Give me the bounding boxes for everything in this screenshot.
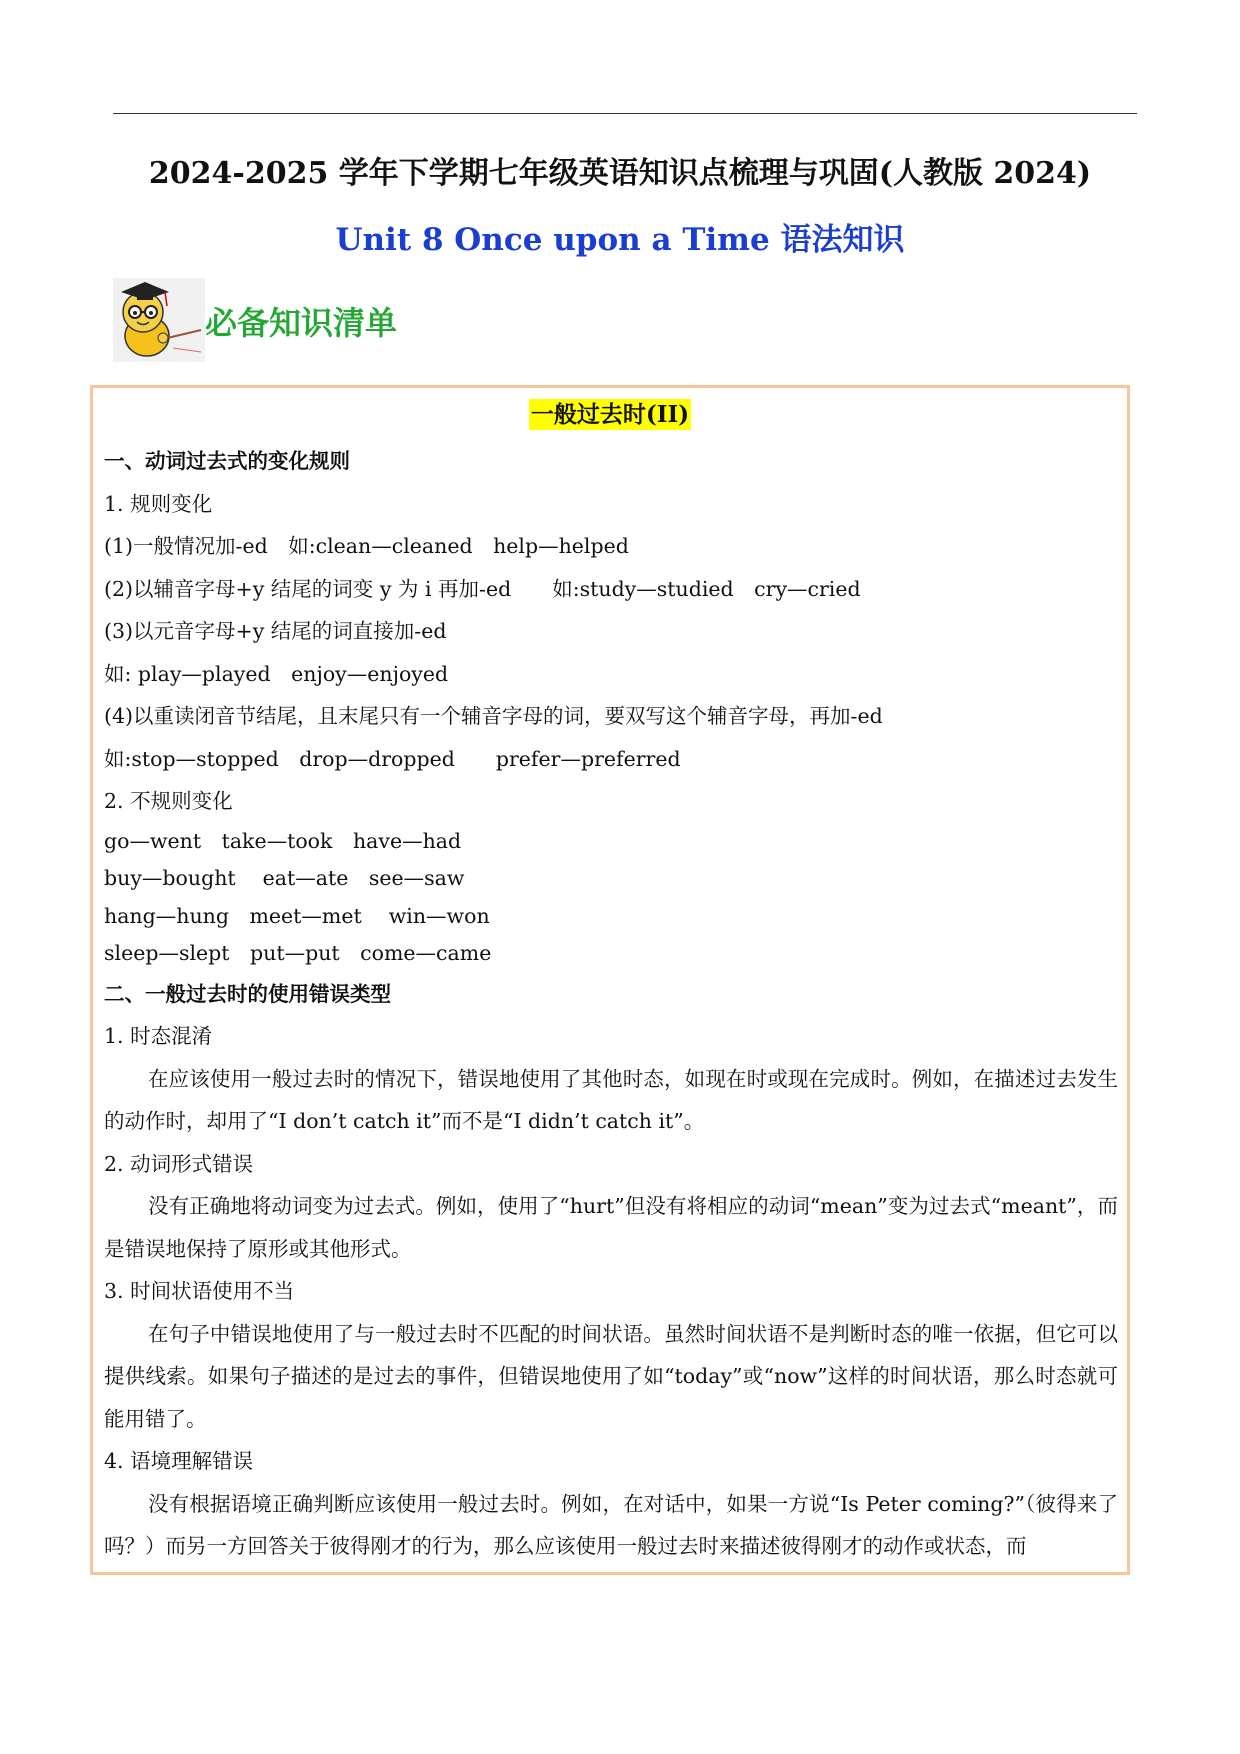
error-type-title: 1. 时态混淆	[104, 1024, 213, 1048]
regular-title: 1. 规则变化	[104, 491, 213, 516]
rule-line: (3)以元音字母+y 结尾的词直接加-ed	[104, 619, 447, 643]
rule-line: (4)以重读闭音节结尾，且末尾只有一个辅音字母的词，要双写这个辅音字母，再加-ed	[104, 704, 883, 728]
error-type-title: 4. 语境理解错误	[104, 1449, 254, 1473]
irregular-title: 2. 不规则变化	[104, 789, 233, 813]
irregular-line: sleep—slept put—put come—came	[104, 941, 492, 965]
rule-line: (2)以辅音字母+y 结尾的词变 y 为 i 再加-ed 如:study—studied cry—cried	[104, 576, 861, 601]
box-heading	[93, 396, 1127, 429]
section-title: 必备知识清单	[205, 304, 398, 342]
graduate-mascot-icon	[113, 278, 205, 362]
box-heading-text: 一般过去时(II)	[530, 401, 690, 428]
header-rule	[113, 113, 1137, 114]
rule-line: (1)一般情况加-ed 如:clean—cleaned help—helped	[104, 534, 629, 558]
part1-title: 一、动词过去式的变化规则	[104, 449, 350, 473]
error-type-title: 2. 动词形式错误	[104, 1151, 254, 1176]
document-subtitle: Unit 8 Once upon a Time 语法知识	[335, 222, 905, 258]
error-type-text: 在句子中错误地使用了与一般过去时不匹配的时间状语。虽然时间状语不是判断时态的唯一依据，但它可以提供线索。如果句子描述的是过去的事件，但错误地使用了如“today”或“now”这样的时间状语，那么时态就可能用错了。	[104, 1321, 1118, 1431]
knowledge-box	[90, 385, 1130, 1575]
rule-line: 如:stop—stopped drop—dropped prefer—preferred	[104, 746, 681, 771]
document-title: 2024-2025 学年下学期七年级英语知识点梳理与巩固(人教版 2024)	[148, 156, 1092, 191]
box-content	[104, 440, 1118, 1568]
rule-line: 如: play—played enjoy—enjoyed	[104, 661, 449, 686]
section-header	[113, 278, 533, 362]
irregular-line: buy—bought eat—ate see—saw	[104, 866, 465, 890]
irregular-line: hang—hung meet—met win—won	[104, 903, 490, 928]
error-type-text: 没有根据语境正确判断应该使用一般过去时。例如，在对话中，如果一方说“Is Peter coming?”（彼得来了吗？）而另一方回答关于彼得刚才的行为，那么应该使用一般过去时来描述彼得刚才的动作或状态，而	[104, 1491, 1118, 1558]
irregular-line: go—went take—took have—had	[104, 828, 462, 853]
error-type-title: 3. 时间状语使用不当	[104, 1279, 295, 1303]
error-type-text: 没有正确地将动词变为过去式。例如，使用了“hurt”但没有将相应的动词“mean”变为过去式“meant”，而是错误地保持了原形或其他形式。	[104, 1194, 1118, 1261]
part2-title: 二、一般过去时的使用错误类型	[104, 981, 391, 1006]
error-type-text: 在应该使用一般过去时的情况下，错误地使用了其他时态，如现在时或现在完成时。例如，在描述过去发生的动作时，却用了“I don’t catch it”而不是“I didn’t catch it”。	[104, 1066, 1118, 1133]
